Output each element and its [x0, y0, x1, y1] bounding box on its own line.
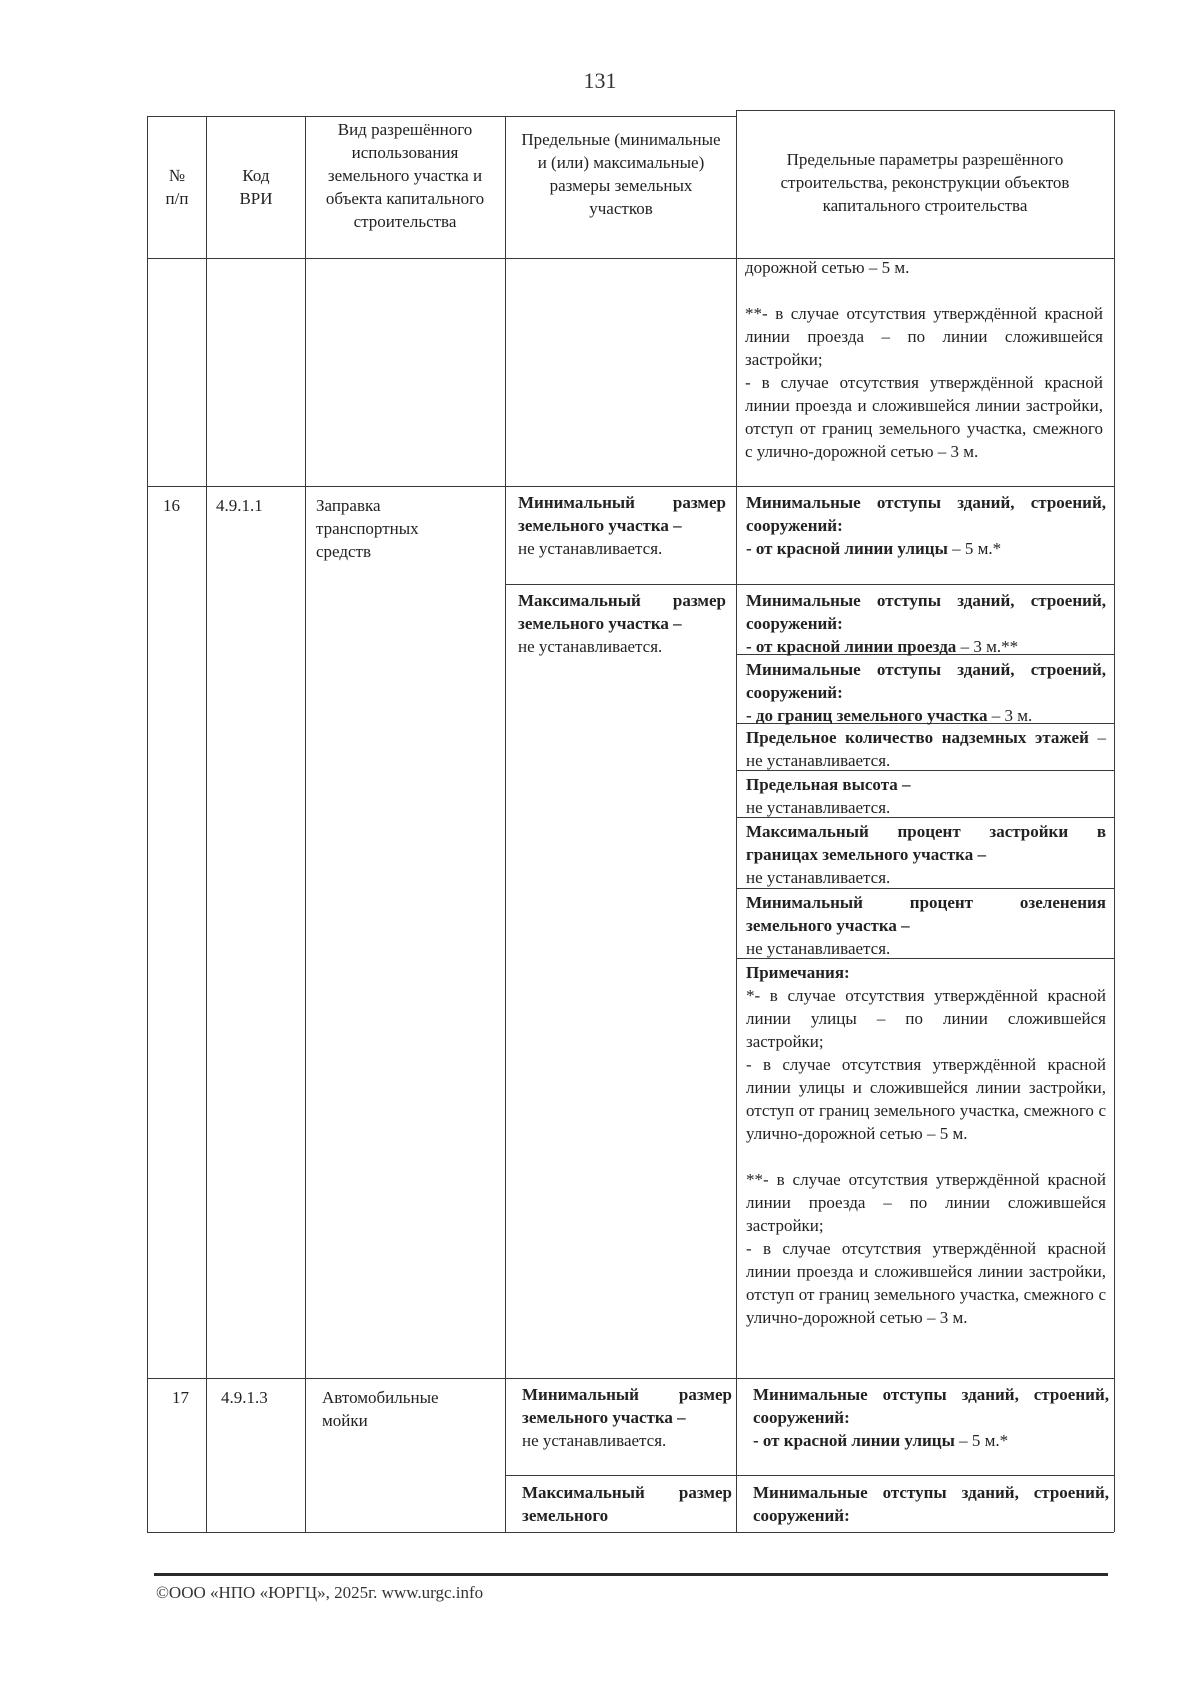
max-plot-size: Максимальный размер земельного участка – не устанавливается. — [518, 591, 726, 656]
row-code: 4.9.1.1 — [216, 496, 263, 515]
footer-copyright: ©ООО «НПО «ЮРГЦ», 2025г. www.urgc.info — [156, 1583, 484, 1602]
note-item: *- в случае отсутствия утверждённой красной линии улицы – по линии сложившейся застройки; — [746, 986, 1106, 1051]
row-use-name: Заправка транспортных средств — [316, 496, 419, 561]
setback-plot-border: Минимальные отступы зданий, строений, сооружений: - до границ земельного участка – 3 м. — [746, 660, 1106, 725]
notes — [746, 961, 1106, 1329]
row-code: 4.9.1.3 — [221, 1388, 268, 1407]
setback-red-line-street: Минимальные отступы зданий, строений, сооружений: - от красной линии улицы – 5 м.* — [753, 1385, 1109, 1450]
header-code: Код ВРИ — [239, 166, 273, 208]
max-building-percent: Максимальный процент застройки в границах земельного участка – не устанавливается. — [746, 822, 1106, 887]
continuation-note: - в случае отсутствия утверждённой красной линии проезда и сложившейся линии застройки, отступ от границ земельного участка, смежного с улично-дорожной сетью – 3 м. — [745, 373, 1103, 461]
max-height: Предельная высота – не устанавливается. — [746, 775, 911, 817]
max-floors: Предельное количество надземных этажей – не устанавливается. — [746, 728, 1107, 770]
continuation-line: дорожной сетью – 5 м. — [745, 258, 910, 277]
setback-red-line-street: Минимальные отступы зданий, строений, сооружений: - от красной линии улицы – 5 м.* — [746, 493, 1106, 558]
header-plot-sizes: Предельные (минимальные и (или) максимальные) размеры земельных участков — [521, 130, 721, 218]
header-number: № п/п — [165, 166, 189, 208]
max-plot-size: Максимальный размер земельного — [522, 1483, 732, 1525]
header-use-type: Вид разрешённого использования земельного участка и объекта капитального строительства — [325, 120, 485, 231]
continuation-text — [745, 256, 1103, 463]
note-item: - в случае отсутствия утверждённой красной линии улицы и сложившейся линии застройки, отступ от границ земельного участка, смежного с улично-дорожной сетью – 5 м. — [746, 1055, 1106, 1143]
note-item: - в случае отсутствия утверждённой красной линии проезда и сложившейся линии застройки, отступ от границ земельного участка, смежного с улично-дорожной сетью – 3 м. — [746, 1239, 1106, 1327]
setback-red-line-passage: Минимальные отступы зданий, строений, сооружений: - от красной линии проезда – 3 м.** — [746, 591, 1106, 656]
row-use-name: Автомобильные мойки — [322, 1388, 439, 1430]
footer-divider — [154, 1573, 1108, 1576]
row-number: 16 — [163, 496, 180, 515]
min-greenery-percent: Минимальный процент озеленения земельного участка – не устанавливается. — [746, 893, 1106, 958]
header-construction-params: Предельные параметры разрешённого строительства, реконструкции объектов капитального строительства — [780, 150, 1070, 215]
notes-title: Примечания: — [746, 963, 850, 982]
row-number: 17 — [172, 1388, 189, 1407]
min-plot-size: Минимальный размер земельного участка – не устанавливается. — [518, 493, 726, 558]
min-plot-size: Минимальный размер земельного участка – не устанавливается. — [522, 1385, 732, 1450]
setback-title: Минимальные отступы зданий, строений, сооружений: — [753, 1483, 1109, 1525]
note-item: **- в случае отсутствия утверждённой красной линии проезда – по линии сложившейся застройки; — [746, 1170, 1106, 1235]
continuation-note: **- в случае отсутствия утверждённой красной линии проезда – по линии сложившейся застройки; — [745, 304, 1103, 369]
page-number: 131 — [583, 68, 617, 93]
